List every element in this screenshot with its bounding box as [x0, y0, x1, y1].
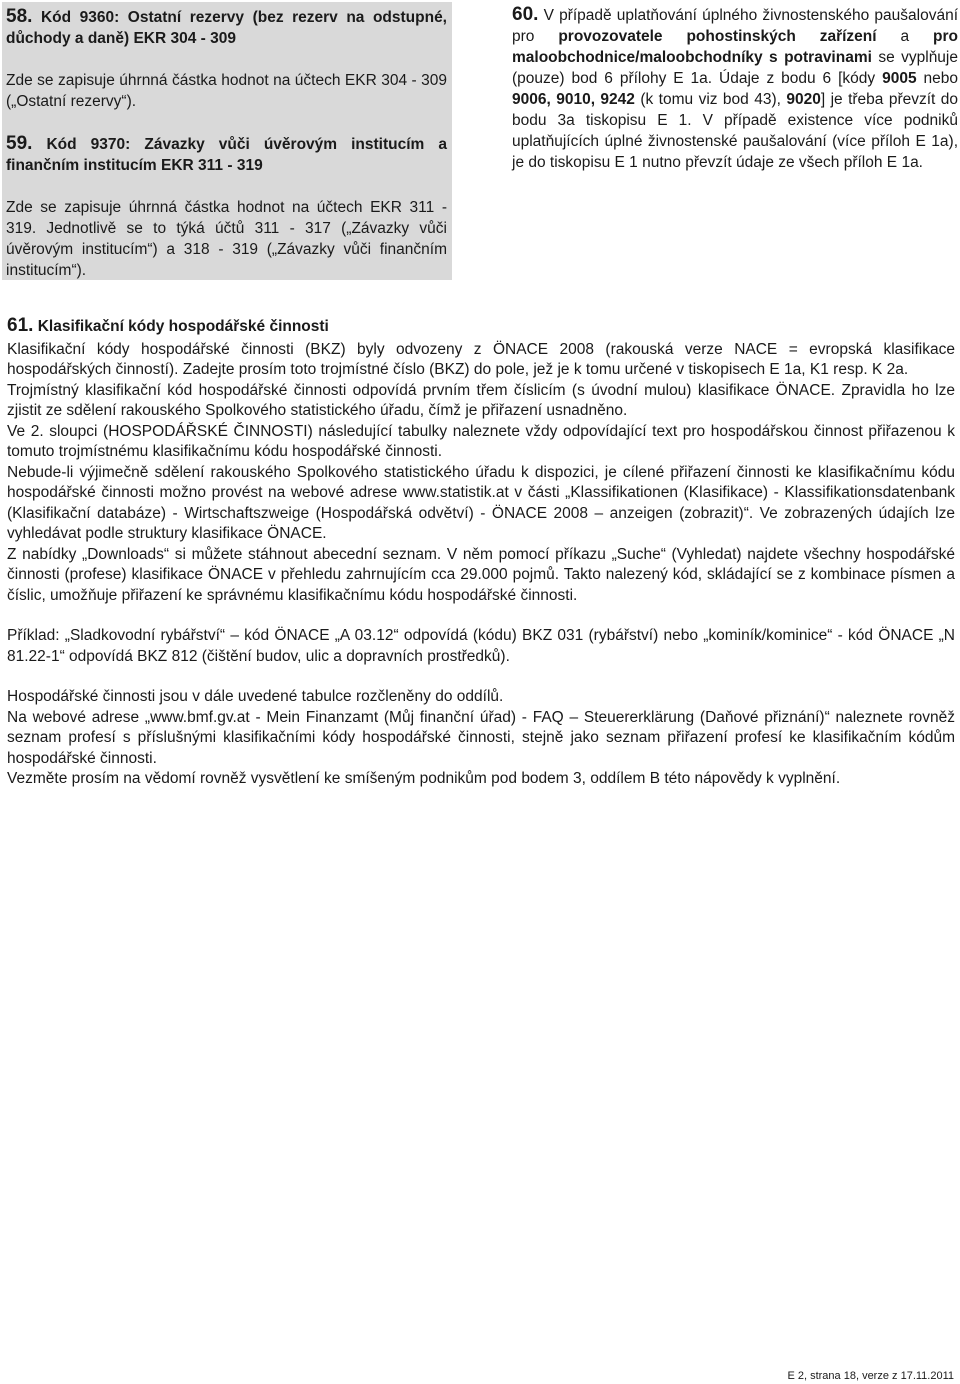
section-60-text-part: V případě uplatňování úplného živnostenského paušalování pro [512, 7, 958, 45]
section-60-bold-part: 9006, 9010, 9242 [512, 91, 635, 108]
section-60-bold-part: pro maloobchodnice/maloobchodníky s potravinami [512, 28, 958, 66]
section-59-body: Zde se zapisuje úhrnná částka hodnot na účtech EKR 311 - 319. Jednotlivě se to týká účtů 311 - 317 („Závazky vůči úvěrovým institucím“) a 318 - 319 („Závazky vůči finančním institucím“). [6, 199, 447, 279]
section-58-body: Zde se zapisuje úhrnná částka hodnot na účtech EKR 304 - 309 („Ostatní rezervy“). [6, 72, 447, 110]
section-61-title: Klasifikační kódy hospodářské činnosti [33, 318, 329, 335]
shaded-box-58-59 [2, 2, 452, 280]
page-footer: E 2, strana 18, verze z 17.11.2011 [787, 1370, 954, 1382]
section-59-number: 59. [6, 133, 33, 154]
section-61-paragraph: Vezměte prosím na vědomí rovněž vysvětlení ke smíšeným podnikům pod bodem 3, oddílem B této nápovědy k vyplnění. [7, 770, 841, 787]
section-58-title: Kód 9360: Ostatní rezervy (bez rezerv na odstupné, důchody a daně) EKR 304 - 309 [6, 9, 447, 47]
section-59-heading [6, 133, 447, 176]
section-60 [512, 4, 958, 173]
section-61 [7, 316, 955, 790]
section-60-text-part: (k tomu viz bod 43), [634, 91, 787, 108]
section-61-heading [7, 316, 955, 338]
section-60-bold-part: provozovatele pohostinských zařízení [558, 28, 877, 45]
section-61-paragraph: Hospodářské činnosti jsou v dále uvedené tabulce rozčleněny do oddílů. [7, 688, 504, 705]
section-60-bold-part: 9020 [786, 91, 821, 108]
section-60-text-part: a [876, 28, 934, 45]
section-61-paragraph: Z nabídky „Downloads“ si můžete stáhnout abecední seznam. V něm pomocí příkazu „Suche“ (Vyhledat) najdete všechny hospodářské činnosti (profese) klasifikace ÖNACE v přehledu zahrnujícím cca 29.000 pojmů. Takto nalezený kód, skládající se z kombinace písmen a číslic, umožňuje přiřazení ke správnému klasifikačnímu kódu hospodářské činnosti. [7, 545, 955, 604]
section-58-heading [6, 6, 447, 49]
section-61-paragraph: Nebude-li výjimečně sdělení rakouského Spolkového statistického úřadu k dispozici, je cílené přiřazení činnosti ke klasifikačnímu kódu hospodářské činnosti možno provést na webové adrese www.statistik.at v části „Klassifikationen (Klasifikace) - Klassifikationsdatenbank (Klasifikační databáze) - Wirtschaftszweige (Hospodářská odvětví) - ÖNACE 2008 – anzeigen (zobrazit)“. Ve zobrazených údajích lze vyhledávat podle struktury klasifikace ÖNACE. [7, 463, 955, 542]
section-60-text [512, 4, 958, 173]
section-61-paragraph: Na webové adrese „www.bmf.gv.at - Mein Finanzamt (Můj finanční úřad) - FAQ – Steuererklärung (Daňové přiznání)“ naleznete rovněž seznam profesí s příslušnými klasifikačními kódy hospodářské činnosti, stejně jako seznam přiřazení profesí ke klasifikačním kódům hospodářské činnosti. [7, 708, 955, 767]
section-60-number: 60. [512, 4, 539, 25]
section-60-text-part: nebo [916, 70, 958, 87]
section-61-number: 61. [7, 315, 34, 336]
section-58-number: 58. [6, 6, 33, 27]
section-61-example: Příklad: „Sladkovodní rybářství“ – kód ÖNACE „A 03.12“ odpovídá (kódu) BKZ 031 (rybářství) nebo „kominík/kominice“ - kód ÖNACE „N 81.22-1“ odpovídá BKZ 812 (čištění budov, ulic a dopravních prostředků). [7, 627, 955, 665]
section-60-text-part: se vyplňuje (pouze) bod 6 přílohy E 1a. Údaje z bodu 6 [kódy [512, 49, 958, 87]
section-61-paragraph: Trojmístný klasifikační kód hospodářské činnosti odpovídá prvním třem číslicím (s úvodní mulou) klasifikace ÖNACE. Zpravidla ho lze zjistit ze sdělení rakouského Spolkového statistického úřadu, čímž je přiřazení usnadněno. [7, 381, 955, 419]
section-61-paragraph: Klasifikační kódy hospodářské činnosti (BKZ) byly odvozeny z ÖNACE 2008 (rakouská verze NACE = evropská klasifikace hospodářských činností). Zadejte prosím toto trojmístné číslo (BKZ) do pole, jež je k tomu určené v tiskopisech E 1a, K1 resp. K 2a. [7, 340, 955, 378]
section-59-title: Kód 9370: Závazky vůči úvěrovým institucím a finančním institucím EKR 311 - 319 [6, 136, 447, 174]
section-60-bold-part: 9005 [882, 70, 917, 87]
section-61-paragraph: Ve 2. sloupci (HOSPODÁŘSKÉ ČINNOSTI) následující tabulky naleznete vždy odpovídající text pro hospodářskou činnost přiřazenou k tomuto trojmístnému klasifikačnímu kódu hospodářské činnosti. [7, 422, 955, 460]
section-60-text-part: ] je třeba převzít do bodu 3a tiskopisu E 1. V případě existence více podniků uplatňujících úplné živnostenské paušalování (více příloh E 1a), je do tiskopisu E 1 nutno převzít údaje ze všech příloh E 1a. [512, 91, 958, 171]
